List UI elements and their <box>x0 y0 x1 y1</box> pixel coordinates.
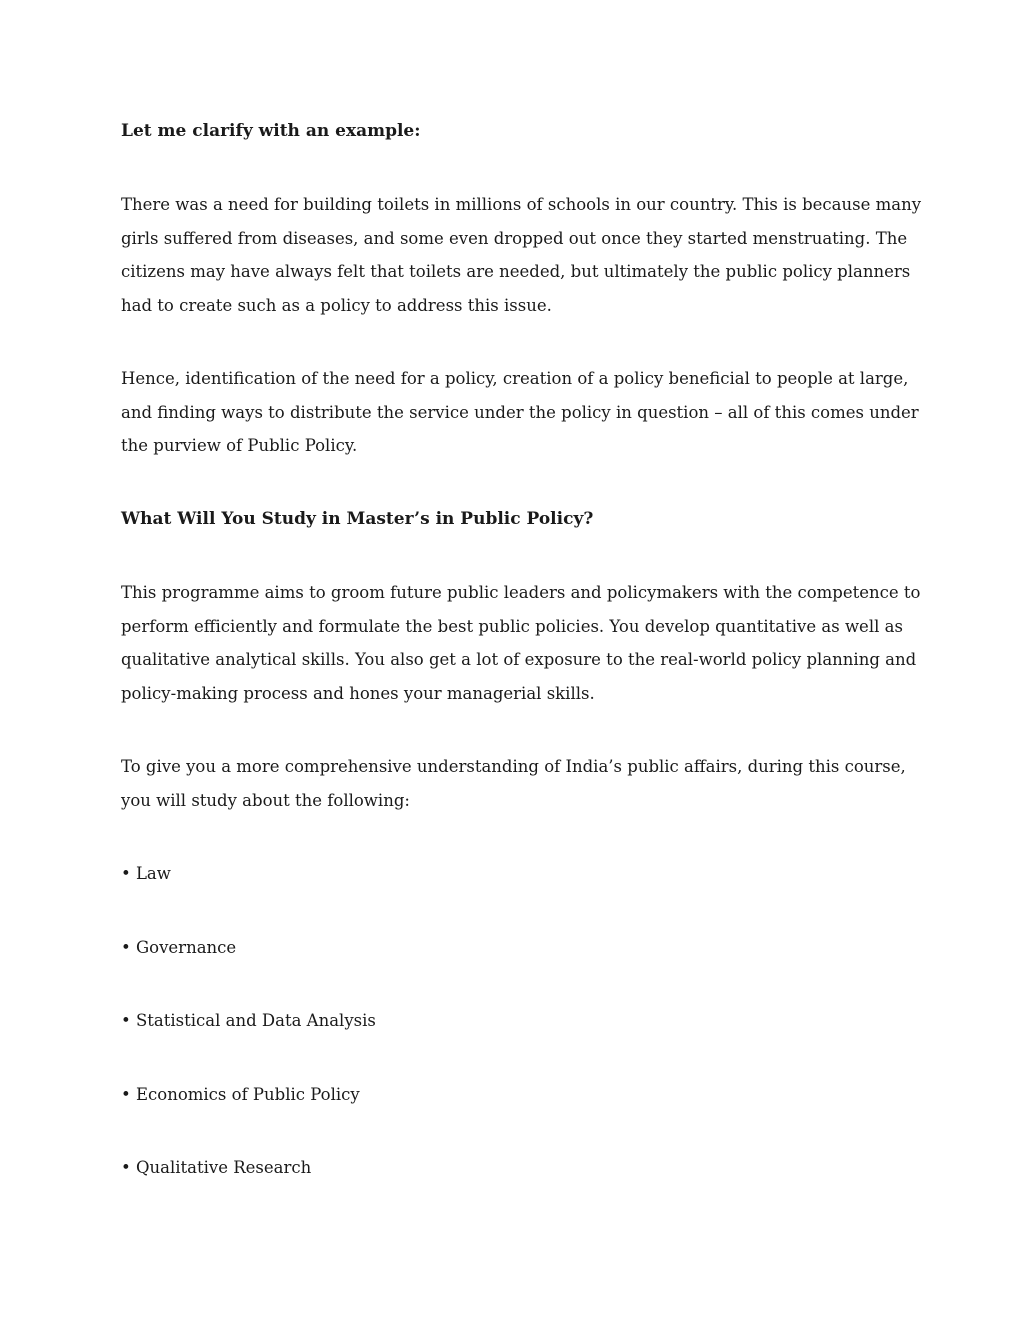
paragraph-line: the purview of Public Policy. <box>121 436 358 455</box>
paragraph-line: qualitative analytical skills. You also get a lot of exposure to the real-world policy planning and <box>121 650 917 669</box>
paragraph-line: and finding ways to distribute the service under the policy in question – all of this comes under <box>121 402 919 422</box>
paragraph-line: policy-making process and hones your managerial skills. <box>121 683 595 703</box>
paragraph-line: citizens may have always felt that toilets are needed, but ultimately the public policy planners <box>121 262 911 281</box>
paragraph-line: had to create such as a policy to address this issue. <box>121 295 552 315</box>
list-item-statistical-analysis: • Statistical and Data Analysis <box>121 1011 376 1030</box>
paragraph-toilets <box>121 188 922 322</box>
paragraph-line: There was a need for building toilets in millions of schools in our country. This is because many <box>121 195 922 214</box>
paragraph-hence <box>121 362 919 463</box>
heading-example: Let me clarify with an example: <box>121 121 421 141</box>
list-item-governance: • Governance <box>121 938 237 957</box>
paragraph-line: Hence, identification of the need for a policy, creation of a policy beneficial to people at large, <box>121 369 909 388</box>
paragraph-comprehensive <box>121 750 906 817</box>
list-item-qualitative-research: • Qualitative Research <box>121 1158 312 1177</box>
paragraph-line: you will study about the following: <box>121 790 410 810</box>
list-item-law: • Law <box>121 864 171 883</box>
heading-what-will-you-study: What Will You Study in Master’s in Public Policy? <box>121 509 594 529</box>
paragraph-line: To give you a more comprehensive understanding of India’s public affairs, during this course, <box>121 757 906 776</box>
paragraph-line: This programme aims to groom future public leaders and policymakers with the competence to <box>121 583 921 602</box>
list-item-economics: • Economics of Public Policy <box>121 1085 360 1104</box>
paragraph-line: girls suffered from diseases, and some even dropped out once they started menstruating. The <box>121 228 908 248</box>
paragraph-line: perform efficiently and formulate the best public policies. You develop quantitative as well as <box>121 616 903 636</box>
paragraph-programme <box>121 576 921 710</box>
